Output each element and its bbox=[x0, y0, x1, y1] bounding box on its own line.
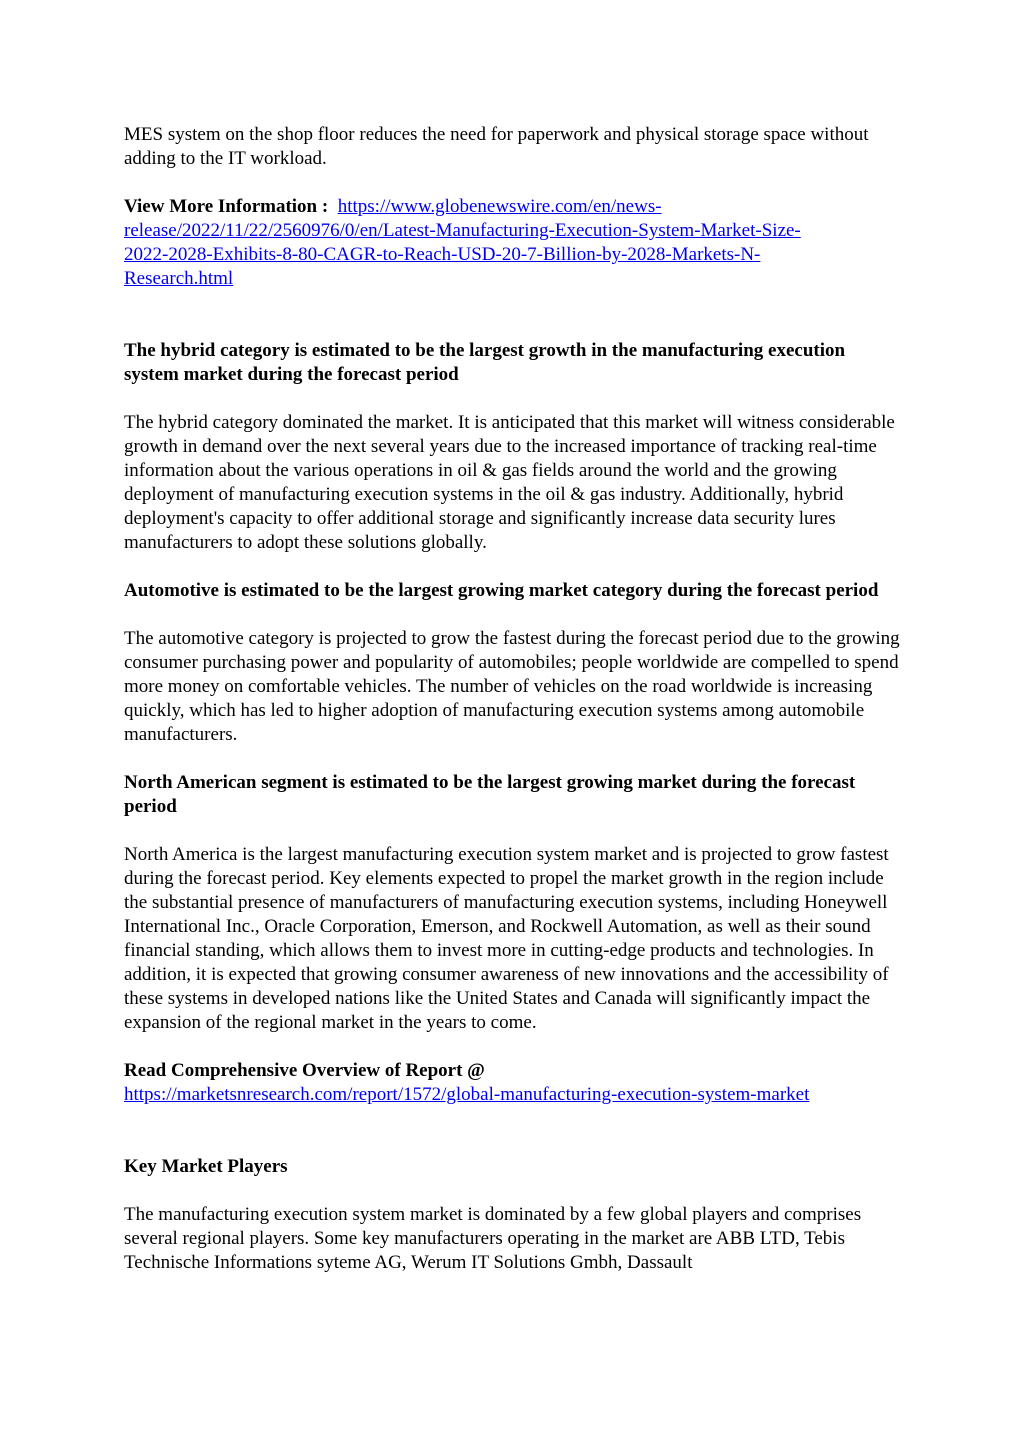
read-overview-label: Read Comprehensive Overview of Report @ bbox=[124, 1060, 485, 1081]
view-more-label: View More Information : bbox=[124, 196, 329, 217]
north-america-heading: North American segment is estimated to be the largest growing market during the forecast period bbox=[124, 772, 856, 817]
key-players-heading: Key Market Players bbox=[124, 1156, 288, 1177]
key-players-paragraph: The manufacturing execution system market is dominated by a few global players and comprises several regional players. Some key manufacturers operating in the market are ABB LTD, Tebis Technische Informations syteme AG, Werum IT Solutions Gmbh, Dassault bbox=[124, 1204, 862, 1273]
view-more-link[interactable]: https://www.globenewswire.com/en/news- release/2022/11/22/2560976/0/en/Latest-Manufacturing-Execution-System-Market-Size- 2022-2028-Exhibits-8-80-CAGR-to-Reach-USD-20-7-Billion-by-2028-Markets-N- Research.html bbox=[124, 196, 801, 289]
north-america-paragraph: North America is the largest manufacturing execution system market and is projected to grow fastest during the forecast period. Key elements expected to propel the market growth in the region include the substantial presence of manufacturers of manufacturing execution systems, including Honeywell International Inc., Oracle Corporation, Emerson, and Rockwell Automation, as well as their sound financial standing, which allows them to invest more in cutting-edge products and technologies. In addition, it is expected that growing consumer awareness of new innovations and the accessibility of these systems in developed nations like the United States and Canada will significantly impact the expansion of the regional market in the years to come. bbox=[124, 844, 889, 1033]
hybrid-paragraph: The hybrid category dominated the market. It is anticipated that this market will witness considerable growth in demand over the next several years due to the increased importance of tracking real-time information about the various operations in oil & gas fields around the world and the growing deployment of manufacturing execution systems in the oil & gas industry. Additionally, hybrid deployment's capacity to offer additional storage and significantly increase data security lures manufacturers to adopt these solutions globally. bbox=[124, 412, 895, 553]
read-overview-block bbox=[124, 1059, 904, 1107]
automotive-heading: Automotive is estimated to be the largest growing market category during the forecast period bbox=[124, 580, 879, 601]
read-overview-link[interactable]: https://marketsnresearch.com/report/1572/global-manufacturing-execution-system-market bbox=[124, 1084, 810, 1105]
hybrid-heading: The hybrid category is estimated to be the largest growth in the manufacturing execution system market during the forecast period bbox=[124, 340, 846, 385]
view-more-block bbox=[124, 195, 904, 291]
document-page bbox=[124, 123, 904, 1275]
intro-paragraph: MES system on the shop floor reduces the need for paperwork and physical storage space without adding to the IT workload. bbox=[124, 124, 869, 169]
automotive-paragraph: The automotive category is projected to grow the fastest during the forecast period due to the growing consumer purchasing power and popularity of automobiles; people worldwide are compelled to spend more money on comfortable vehicles. The number of vehicles on the road worldwide is increasing quickly, which has led to higher adoption of manufacturing execution systems among automobile manufacturers. bbox=[124, 628, 900, 745]
